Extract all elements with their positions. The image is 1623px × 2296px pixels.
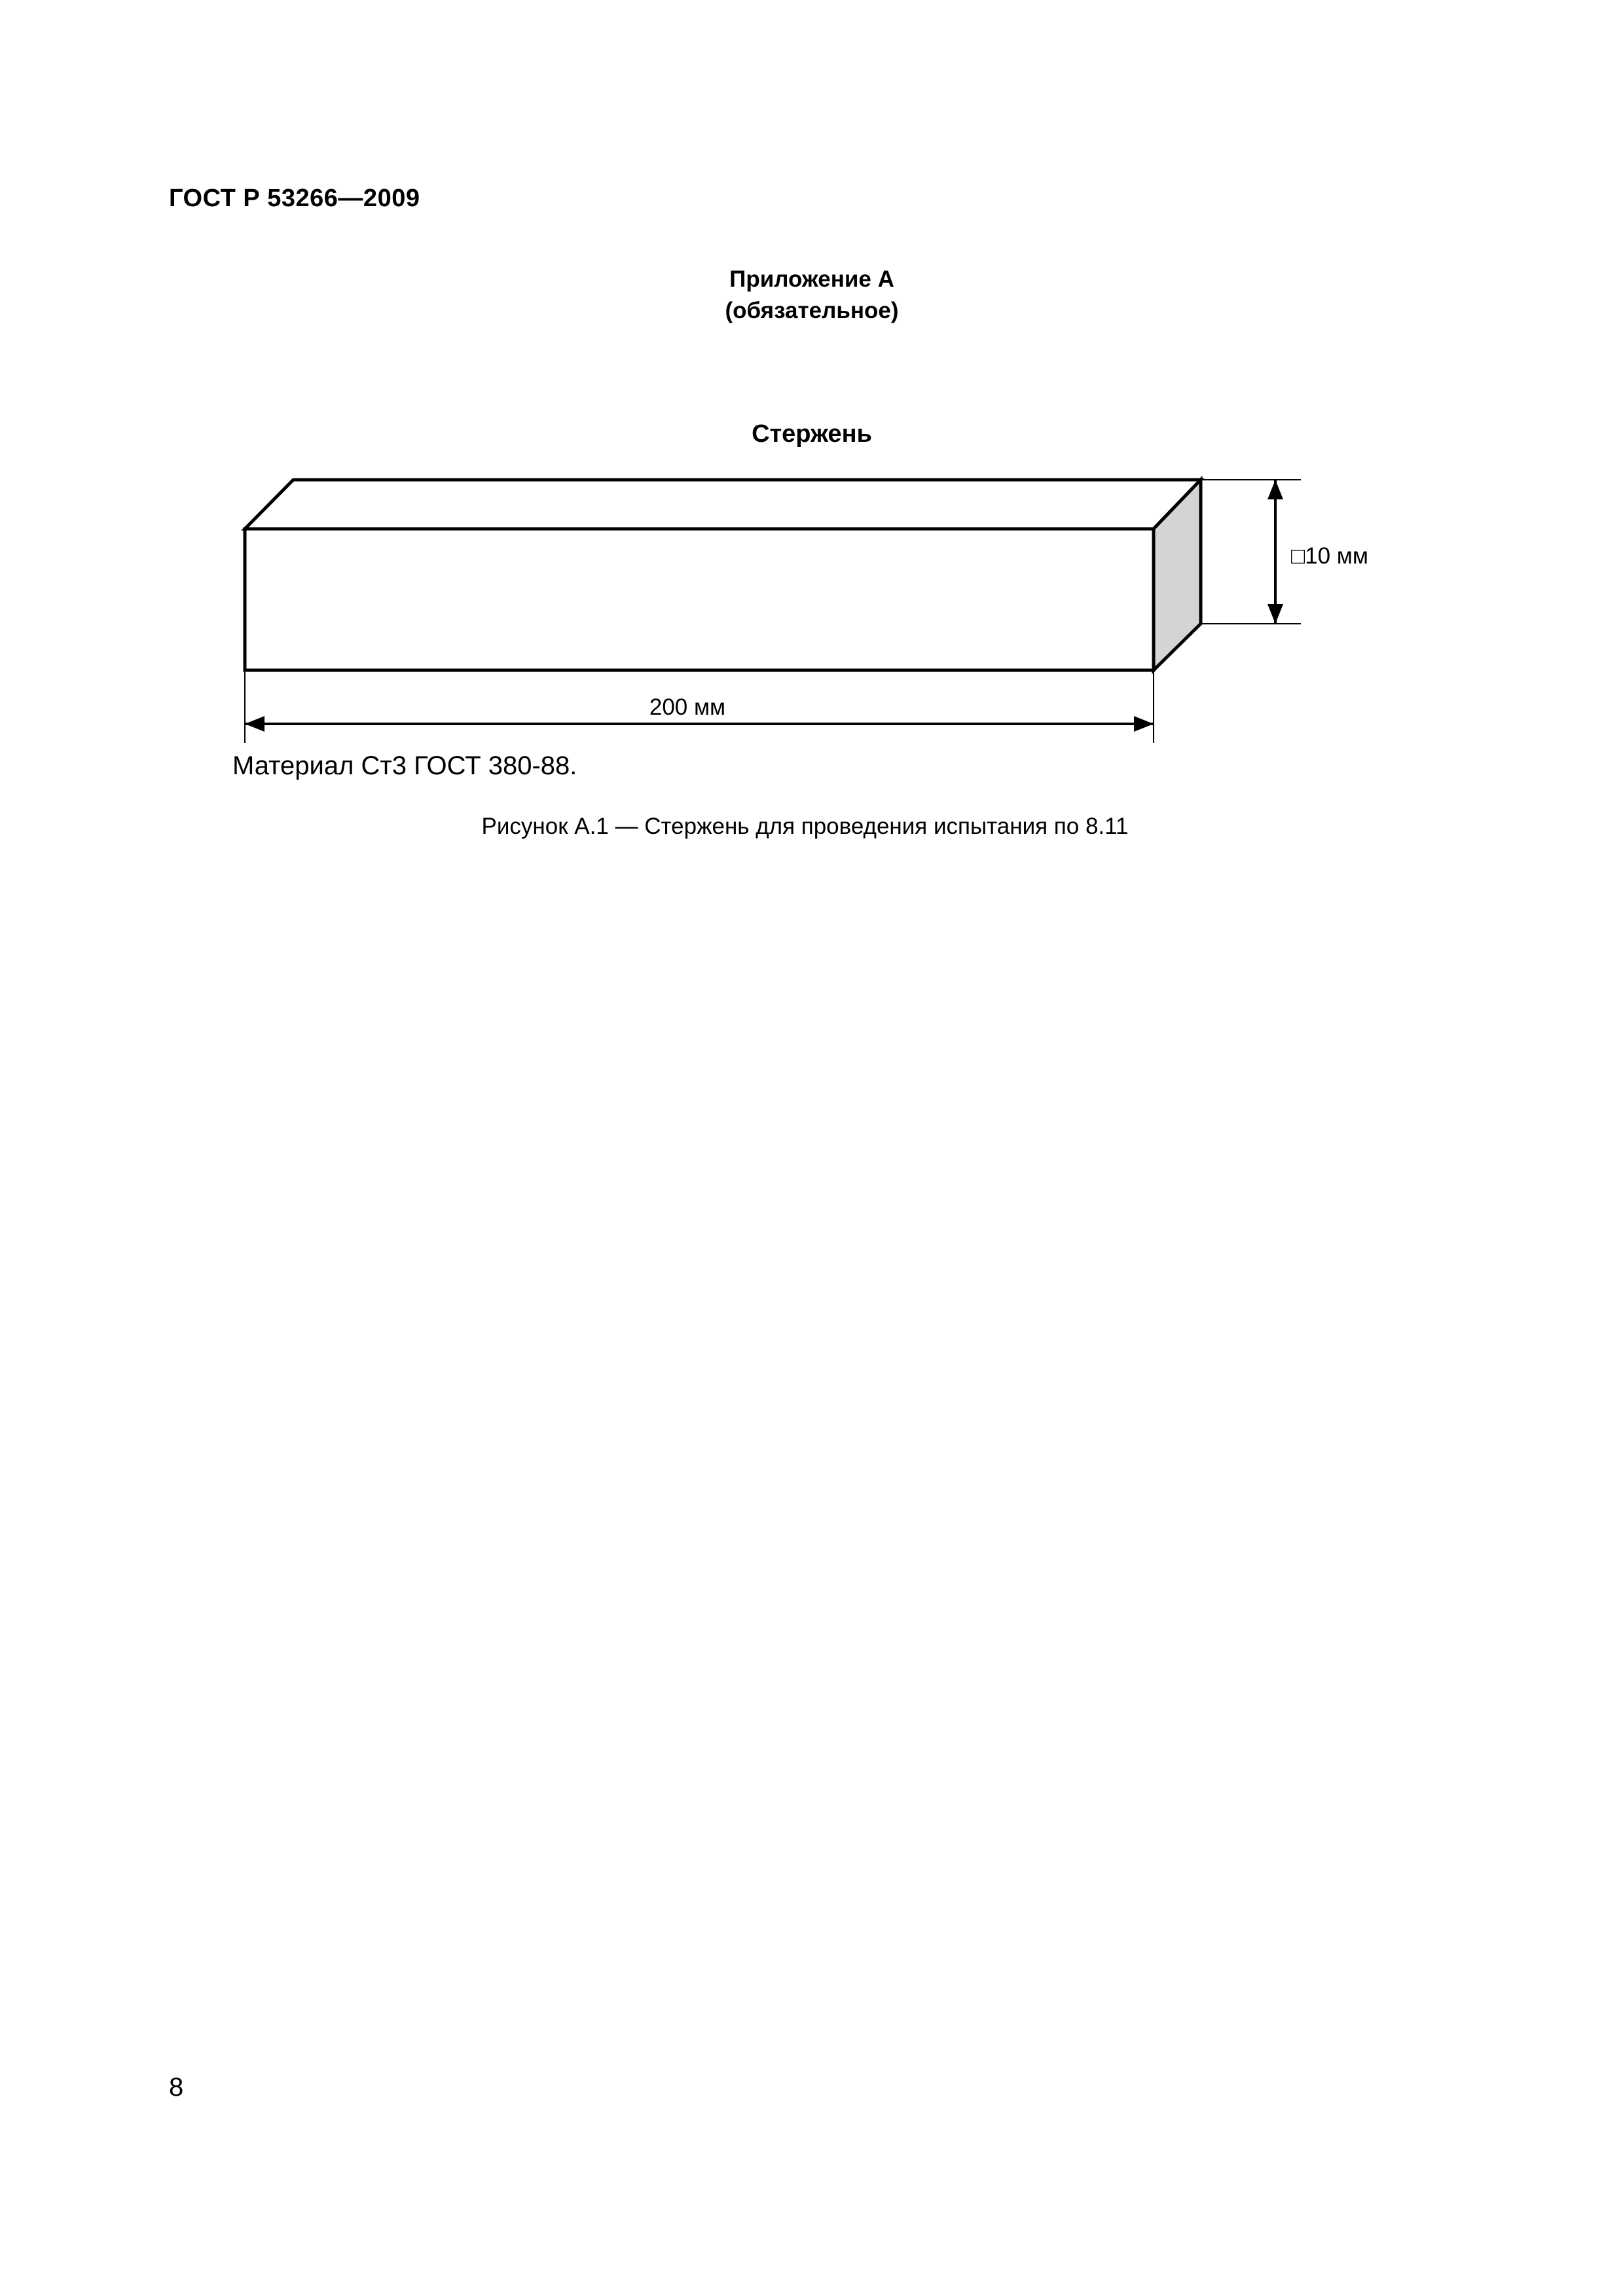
figure-caption-wrap [0,814,1623,840]
section-label: □10 мм [1291,543,1368,569]
appendix-title: Приложение А [729,266,894,292]
length-arrow-right [1134,716,1154,732]
document-id: ГОСТ Р 53266—2009 [169,185,420,212]
bar-top-face [245,480,1201,529]
length-label: 200 мм [649,694,726,720]
page-number: 8 [169,2073,184,2102]
figure-title: Стержень [752,420,872,448]
height-arrow-bottom [1267,604,1283,624]
figure-caption: Рисунок А.1 — Стержень для проведения испытания по 8.11 [481,814,1129,839]
appendix-status: (обязательное) [725,298,899,323]
height-arrow-top [1267,480,1283,499]
bar-front-face [245,529,1154,670]
length-arrow-left [245,716,264,732]
material-note: Материал Ст3 ГОСТ 380-88. [232,751,577,780]
